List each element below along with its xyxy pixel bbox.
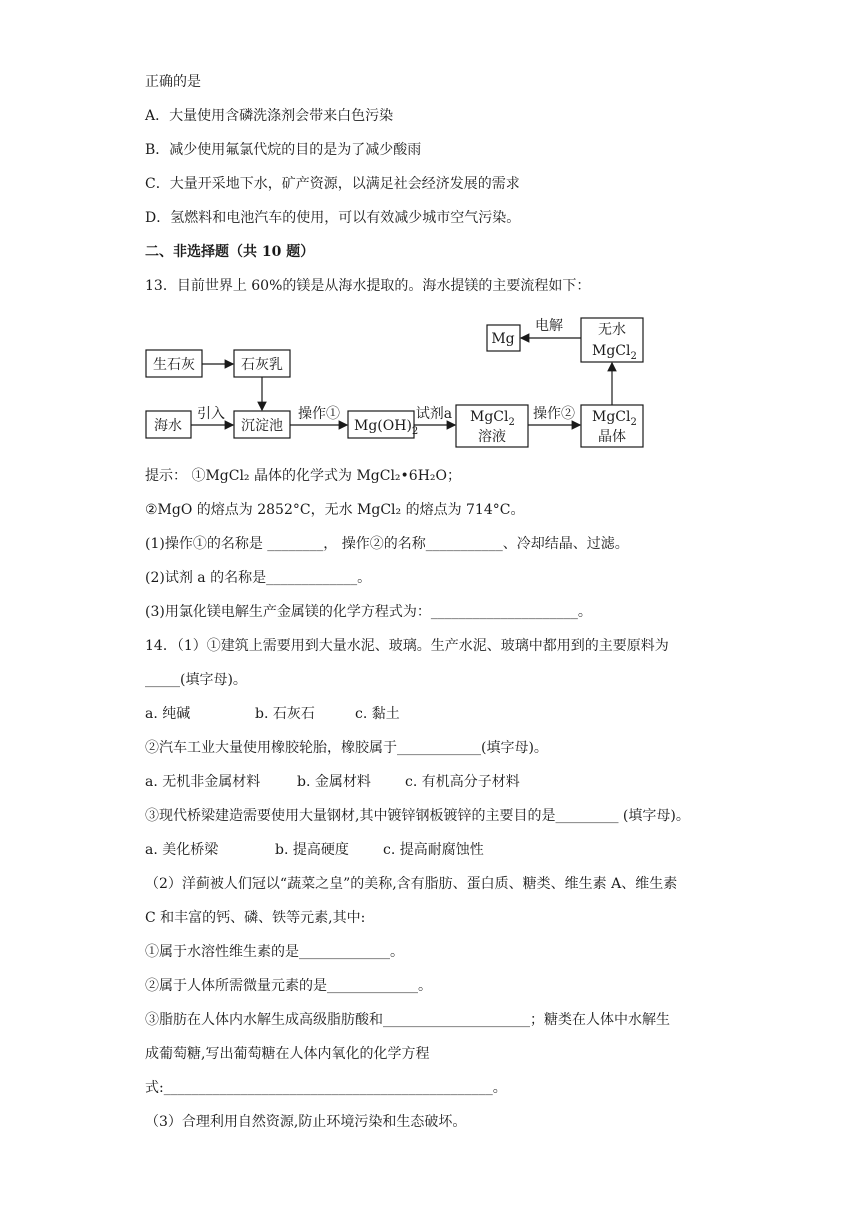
q14-part1-line1: 14．（1）①建筑上需要用到大量水泥、玻璃。生产水泥、玻璃中都用到的主要原料为 <box>145 638 669 654</box>
flow-tank: 沉淀池 <box>241 418 283 434</box>
option-b: b. 提高硬度 <box>275 842 349 858</box>
option-c: c. 提高耐腐蚀性 <box>383 842 484 858</box>
q14-part2-q3: ③脂肪在人体内水解生成高级脂肪酸和_____________________；糖类在人体中水解生 <box>145 1012 670 1028</box>
flow-mgoh2-main: Mg(OH) <box>354 418 412 434</box>
option-b: b. 石灰石 <box>255 706 315 722</box>
q13-hint-2: ②MgO 的熔点为 2852°C，无水 MgCl₂ 的熔点为 714°C。 <box>145 502 525 518</box>
q13-sub-3: (3)用氯化镁电解生产金属镁的化学方程式为：_____________________。 <box>145 604 592 620</box>
flow-anhydrous-formula: MgCl$_2$ <box>592 343 637 362</box>
q14-part2-line1: （2）洋蓟被人们冠以“蔬菜之皇”的美称,含有脂肪、蛋白质、糖类、维生素 A、维生素 <box>145 876 678 892</box>
q14-part2-q3-answer: 式:_______________________________________________。 <box>145 1080 507 1096</box>
option-a: a. 无机非金属材料 <box>145 774 261 790</box>
q12-option-a: A．大量使用含磷洗涤剂会带来白色污染 <box>145 108 394 124</box>
flow-mgcl2-crystal-formula: MgCl$_2$ <box>592 409 637 428</box>
flow-quicklime: 生石灰 <box>153 357 195 373</box>
q14-q2: ②汽车工业大量使用橡胶轮胎，橡胶属于____________(填字母)。 <box>145 740 548 756</box>
flow-op1: 操作① <box>298 406 340 422</box>
flow-solution: 溶液 <box>478 429 506 445</box>
q13-stem: 13．目前世界上 60%的镁是从海水提取的。海水提镁的主要流程如下： <box>145 278 591 294</box>
q14-part2-q3-cont: 成葡萄糖,写出葡萄糖在人体内氧化的化学方程 <box>145 1046 430 1062</box>
q12-option-d: D．氢燃料和电池汽车的使用，可以有效减少城市空气污染。 <box>145 210 521 226</box>
mg-extraction-flowchart <box>0 0 860 460</box>
q14-part2-q2: ②属于人体所需微量元素的是_____________。 <box>145 978 432 994</box>
flow-mgoh2 <box>354 418 418 437</box>
flow-mgcl2-solution-formula: MgCl$_2$ <box>470 409 515 428</box>
option-a: a. 纯碱 <box>145 706 191 722</box>
section-heading: 二、非选择题（共 10 题） <box>145 244 315 260</box>
q13-hint-1: 提示： ①MgCl₂ 晶体的化学式为 MgCl₂•6H₂O； <box>145 468 462 484</box>
q14-part3: （3）合理利用自然资源,防止环境污染和生态破坏。 <box>145 1114 467 1130</box>
flow-mg: Mg <box>491 331 515 347</box>
flow-limemilk: 石灰乳 <box>241 357 283 373</box>
q12-stem-tail: 正确的是 <box>145 74 201 90</box>
q13-sub-2: (2)试剂 a 的名称是_____________。 <box>145 570 372 586</box>
flow-electrolysis: 电解 <box>535 318 563 334</box>
q14-part2-line2: C 和丰富的钙、磷、铁等元素,其中: <box>145 910 366 926</box>
option-a: a. 美化桥梁 <box>145 842 219 858</box>
flow-crystal: 晶体 <box>598 429 626 445</box>
q14-part2-q1: ①属于水溶性维生素的是_____________。 <box>145 944 404 960</box>
q14-q3: ③现代桥梁建造需要使用大量钢材,其中镀锌钢板镀锌的主要目的是_________ (填字母)。 <box>145 808 690 824</box>
option-b: b. 金属材料 <box>297 774 371 790</box>
q12-option-b: B．减少使用氟氯代烷的目的是为了减少酸雨 <box>145 142 422 158</box>
q14-options-2 <box>145 772 520 792</box>
flow-reagent: 试剂a <box>415 406 453 422</box>
flow-mgoh2-sub: 2 <box>411 426 419 437</box>
q13-sub-1: (1)操作①的名称是 ________， 操作②的名称___________、冷却结晶、过滤。 <box>145 536 629 552</box>
q12-option-c: C．大量开采地下水，矿产资源，以满足社会经济发展的需求 <box>145 176 520 192</box>
flow-seawater: 海水 <box>154 418 182 434</box>
q14-options-1 <box>145 704 400 724</box>
q14-options-3 <box>145 840 484 860</box>
option-c: c. 黏土 <box>355 706 400 722</box>
q14-part1-line2: _____(填字母)。 <box>145 672 247 688</box>
option-c: c. 有机高分子材料 <box>405 774 520 790</box>
flow-op2: 操作② <box>533 406 575 422</box>
flow-anhydrous: 无水 <box>598 322 626 338</box>
flow-introduce: 引入 <box>197 406 225 422</box>
